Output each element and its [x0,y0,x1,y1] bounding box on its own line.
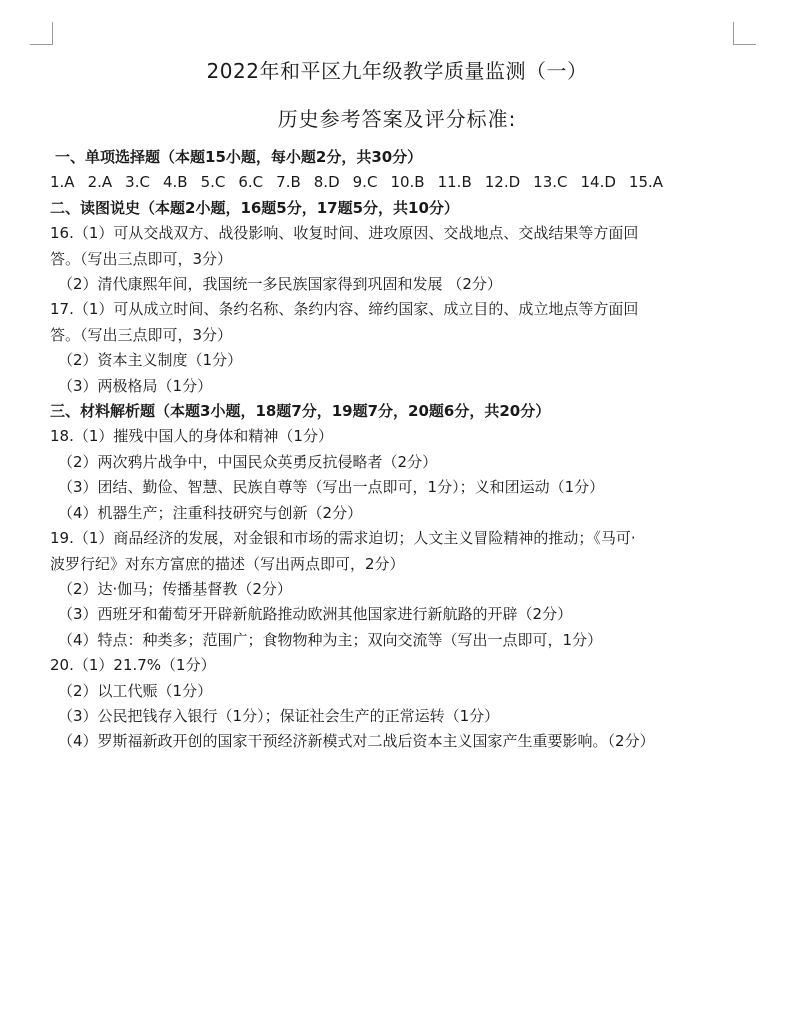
answer-content [50,145,750,755]
answer-line-19-3: （3）西班牙和葡萄牙开辟新航路推动欧洲其他国家进行新航路的开辟（2分） [58,605,573,624]
answer-line-19-2: （2）达·伽马；传播基督教（2分） [58,579,292,598]
answer-item: 5.C [200,173,226,192]
crop-mark-top-right [733,22,756,45]
answer-item: 2.A [87,173,113,192]
answer-item: 3.C [125,173,150,192]
answer-item: 9.C [352,173,378,192]
answer-line-17-1: 17.（1）可从成立时间、条约名称、条约内容、缔约国家、成立目的、成立地点等方面回 [50,300,639,319]
answer-item: 12.D [484,173,521,192]
answer-line-17-2: （2）资本主义制度（1分） [58,351,243,370]
answer-item: 6.C [238,173,264,192]
section-heading-map-reading: 二、读图说史（本题2小题，16题5分，17题5分，共10分） [50,198,459,217]
answer-line-17-1-cont: 答。（写出三点即可，3分） [50,325,233,344]
answer-item: 10.B [390,173,425,192]
answer-line-18-3: （3）团结、勤俭、智慧、民族自尊等（写出一点即可，1分）；义和团运动（1分） [58,478,605,497]
section-heading-choice: 一、单项选择题（本题15小题，每小题2分，共30分） [55,148,423,166]
answer-item: 1.A [50,173,75,192]
choice-answers-row [50,170,750,195]
section-heading-material-analysis: 三、材料解析题（本题3小题，18题7分，19题7分，20题6分，共20分） [50,402,551,421]
answer-line-19-1-cont: 波罗行纪》对东方富庶的描述（写出两点即可，2分） [50,554,405,573]
answer-line-20-3: （3）公民把钱存入银行（1分）；保证社会生产的正常运转（1分） [58,706,500,725]
answer-line-20-2: （2）以工代赈（1分） [58,681,213,700]
answer-item: 4.B [162,173,188,192]
answer-line-19-4: （4）特点：种类多；范围广；食物物种为主；双向交流等（写出一点即可，1分） [58,630,603,649]
answer-line-16-2: （2）清代康熙年间，我国统一多民族国家得到巩固和发展 （2分） [58,275,502,294]
page-subtitle: 历史参考答案及评分标准: [277,107,517,131]
answer-line-18-1: 18.（1）摧残中国人的身体和精神（1分） [50,427,333,446]
answer-item: 15.A [628,173,664,192]
crop-mark-top-left [30,22,53,45]
answer-line-16-1-cont: 答。（写出三点即可，3分） [50,249,233,268]
page-title: 2022年和平区九年级教学质量监测（一） [206,59,588,83]
answer-item: 7.B [276,173,301,192]
answer-line-20-1: 20.（1）21.7%（1分） [50,656,216,675]
answer-line-19-1: 19.（1）商品经济的发展，对金银和市场的需求迫切；人文主义冒险精神的推动；《马可· [50,529,636,548]
answer-item: 14.D [580,173,616,192]
answer-line-18-4: （4）机器生产；注重科技研究与创新（2分） [58,503,363,522]
answer-line-20-4: （4）罗斯福新政开创的国家干预经济新模式对二战后资本主义国家产生重要影响。（2分） [58,732,655,751]
answer-item: 13.C [533,173,568,192]
answer-item: 8.D [313,173,340,192]
answer-item: 11.B [437,173,472,192]
answer-line-17-3: （3）两极格局（1分） [58,376,213,395]
answer-line-16-1: 16.（1）可从交战双方、战役影响、收复时间、进攻原因、交战地点、交战结果等方面回 [50,224,639,243]
answer-line-18-2: （2）两次鸦片战争中，中国民众英勇反抗侵略者（2分） [58,452,438,471]
